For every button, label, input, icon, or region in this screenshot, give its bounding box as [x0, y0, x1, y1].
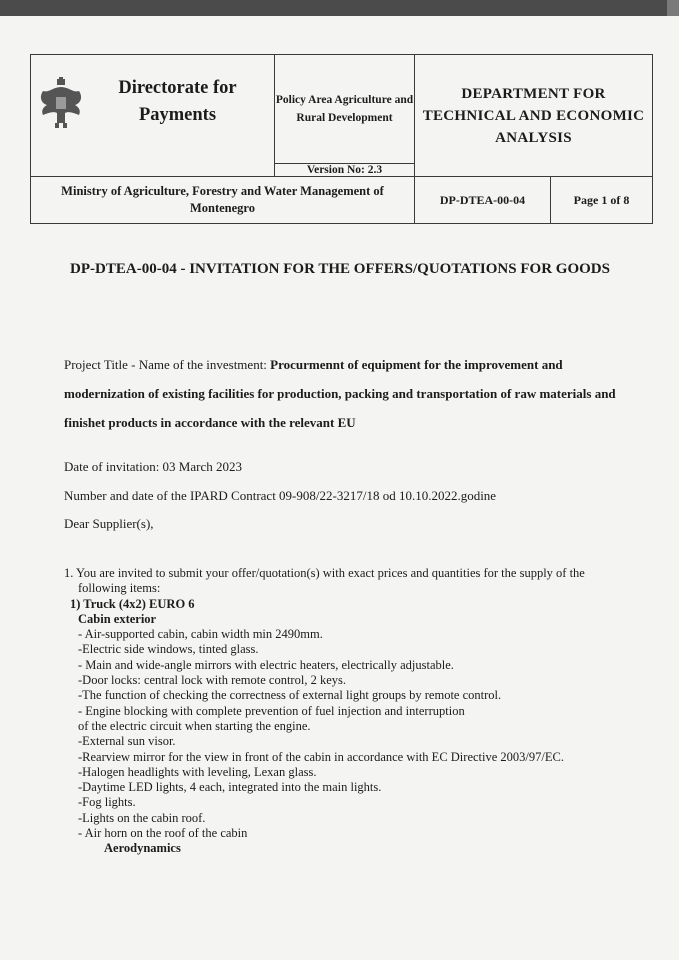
directorate-name: Directorate for Payments: [118, 78, 237, 125]
feature-line: - Air-supported cabin, cabin width min 2490mm.: [78, 627, 323, 642]
items-intro: 1. You are invited to submit your offer/quotation(s) with exact prices and quantities for the supply of the following items:: [64, 566, 585, 596]
item-title: 1) Truck (4x2) EURO 6: [70, 596, 195, 611]
project-name: Procurmennt of equipment for the improvement and modernization of existing facilities for production, packing and transportation of raw materials and finishet products in accordance with the relevant EU: [64, 357, 616, 430]
version-cell: Version No: 2.3: [275, 164, 415, 177]
feature-line: -Fog lights.: [78, 795, 136, 810]
directorate-cell: [31, 55, 275, 177]
montenegro-coat-of-arms-icon: [35, 77, 87, 129]
feature-line: - Engine blocking with complete prevention of fuel injection and interruption: [78, 703, 465, 718]
greeting: Dear Supplier(s),: [64, 516, 154, 531]
items-list: [64, 566, 624, 857]
feature-line: -External sun visor.: [78, 734, 176, 749]
feature-line: -Rearview mirror for the view in front of the cabin in accordance with EC Directive 2003/97/EC.: [78, 749, 564, 764]
feature-line: -The function of checking the correctness of external light groups by remote control.: [78, 688, 502, 703]
invitation-date: Date of invitation: 03 March 2023: [64, 459, 242, 474]
document-header-table: [30, 54, 653, 224]
document-title: DP-DTEA-00-04 - INVITATION FOR THE OFFERS/QUOTATIONS FOR GOODS: [70, 261, 610, 277]
feature-line: of the electric circuit when starting the engine.: [78, 718, 311, 733]
feature-line: -Halogen headlights with leveling, Lexan glass.: [78, 764, 317, 779]
department-cell: DEPARTMENT FOR TECHNICAL AND ECONOMIC ANALYSIS: [415, 55, 653, 177]
project-title: [64, 350, 624, 437]
feature-line: -Lights on the cabin roof.: [78, 810, 206, 825]
project-label: Project Title - Name of the investment:: [64, 357, 271, 372]
doc-code-cell: DP-DTEA-00-04: [415, 177, 551, 224]
section-heading: Aerodynamics: [104, 841, 181, 856]
section-heading: Cabin exterior: [78, 611, 157, 626]
feature-line: -Door locks: central lock with remote control, 2 keys.: [78, 673, 346, 688]
policy-area-cell: Policy Area Agriculture and Rural Development: [275, 55, 415, 164]
scan-edge-corner: [667, 0, 679, 16]
feature-line: -Electric side windows, tinted glass.: [78, 642, 259, 657]
contract-number: Number and date of the IPARD Contract 09-908/22-3217/18 od 10.10.2022.godine: [64, 488, 497, 503]
scan-top-edge: [0, 0, 679, 16]
ministry-cell: Ministry of Agriculture, Forestry and Water Management of Montenegro: [31, 177, 415, 224]
feature-line: -Daytime LED lights, 4 each, integrated into the main lights.: [78, 780, 382, 795]
page-number-cell: Page 1 of 8: [551, 177, 653, 224]
feature-line: - Air horn on the roof of the cabin: [78, 826, 248, 841]
feature-line: - Main and wide-angle mirrors with electric heaters, electrically adjustable.: [78, 657, 454, 672]
